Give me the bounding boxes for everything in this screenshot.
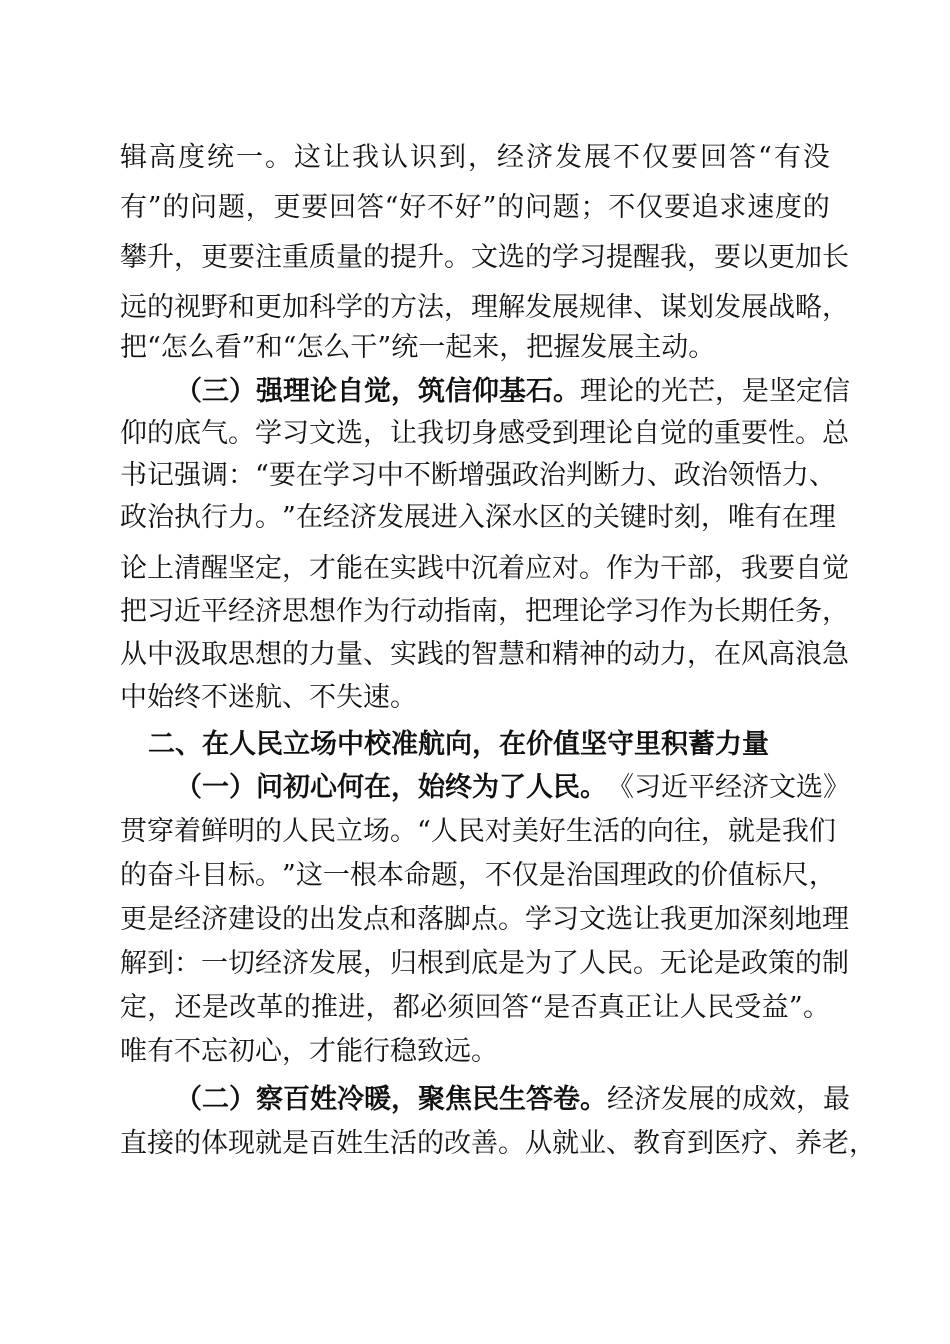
- section-heading: 二、在人民立场中校准航向，在价值坚守里积蓄力量: [148, 729, 769, 760]
- text-line: 中始终不迷航、不失速。: [120, 682, 417, 713]
- text-line: 书 记 强 调 ： “ 要 在 学 习 中 不 断 增 强 政 治 判 断 力 、 政 治 领 悟 力 、: [120, 460, 836, 491]
- text-line: 攀 升 ， 更 要 注 重 质 量 的 提 升 。 文 选 的 学 习 提 醒 我 ， 要 以 更 加 长: [120, 242, 849, 273]
- text-line: 把“怎么看”和“怎么干”统一起来，把握发展主动。: [120, 332, 716, 363]
- paragraph-first-line: [175, 768, 850, 808]
- text-run: 经济发展的成效，最: [607, 1084, 850, 1115]
- text-line: 定 ， 还 是 改 革 的 推 进 ， 都 必 须 回 答 “ 是 否 真 正 让 人 民 受 益 ” 。: [120, 992, 830, 1023]
- subheading-lead: （一）问初心何在，始终为了人民。: [175, 772, 607, 803]
- text-line: 论 上 清 醒 坚 定 ， 才 能 在 实 践 中 沉 着 应 对 。 作 为 干 部 ， 我 要 自 觉: [120, 553, 849, 584]
- text-line: 唯有不忘初心，才能行稳致远。: [120, 1036, 498, 1067]
- text-line: 的 奋 斗 目 标 。 ” 这 一 根 本 命 题 ， 不 仅 是 治 国 理 政 的 价 值 标 尺 ，: [120, 860, 836, 891]
- subheading-lead: （二）察百姓冷暖，聚焦民生答卷。: [175, 1084, 607, 1115]
- text-line: 仰 的 底 气 。 学 习 文 选 ， 让 我 切 身 感 受 到 理 论 自 觉 的 重 要 性 。 总: [120, 418, 849, 449]
- paragraph-first-line: [175, 372, 850, 412]
- text-line: 解 到 ： 一 切 经 济 发 展 ， 归 根 到 底 是 为 了 人 民 。 无 论 是 政 策 的 制: [120, 948, 849, 979]
- text-line: 辑 高 度 统 一 。 这 让 我 认 识 到 ， 经 济 发 展 不 仅 要 回 答 “ 有 没: [120, 142, 830, 173]
- text-line: 贯 穿 着 鲜 明 的 人 民 立 场 。 “ 人 民 对 美 好 生 活 的 向 往 ， 就 是 我 们: [120, 816, 836, 847]
- text-run: 《习近平经济文选》: [607, 772, 850, 803]
- text-line: 政 治 执 行 力 。 ” 在 经 济 发 展 进 入 深 水 区 的 关 键 时 刻 ， 唯 有 在 理: [120, 502, 836, 533]
- text-run: 理论的光芒，是坚定信: [580, 376, 850, 407]
- subheading-lead: （三）强理论自觉，筑信仰基石。: [175, 376, 580, 407]
- text-line: 从 中 汲 取 思 想 的 力 量 、 实 践 的 智 慧 和 精 神 的 动 力 ， 在 风 高 浪 急: [120, 639, 849, 670]
- text-line: 远 的 视 野 和 更 加 科 学 的 方 法 ， 理 解 发 展 规 律 、 谋 划 发 展 战 略 ，: [120, 292, 849, 323]
- paragraph-first-line: [175, 1080, 850, 1120]
- text-line: 更 是 经 济 建 设 的 出 发 点 和 落 脚 点 。 学 习 文 选 让 我 更 加 深 刻 地 理: [120, 904, 849, 935]
- text-line: 直 接 的 体 现 就 是 百 姓 生 活 的 改 善 。 从 就 业 、 教 育 到 医 疗 、 养 老 ，: [120, 1128, 876, 1159]
- text-line: 把 习 近 平 经 济 思 想 作 为 行 动 指 南 ， 把 理 论 学 习 作 为 长 期 任 务 ，: [120, 596, 849, 627]
- text-line: 有 ” 的 问 题 ， 更 要 回 答 “ 好 不 好 ” 的 问 题 ； 不 仅 要 追 求 速 度 的: [120, 192, 830, 223]
